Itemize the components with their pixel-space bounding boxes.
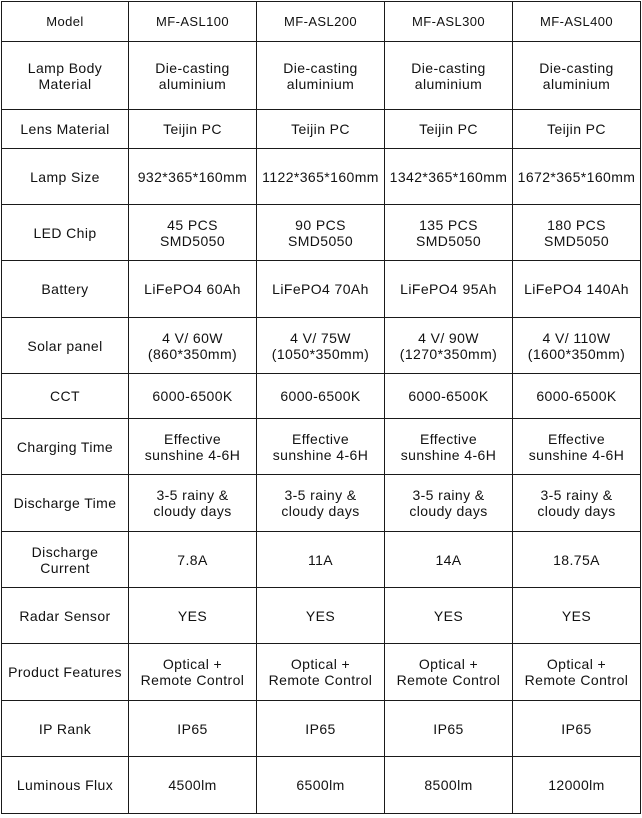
table-cell — [513, 644, 641, 701]
cell-text-line: 6000-6500K — [408, 388, 489, 404]
cell-text-line: sunshine 4-6H — [400, 446, 497, 463]
table-cell — [513, 532, 641, 588]
cell-text-line: Die-casting — [283, 59, 358, 76]
cell-text-line: (860*350mm) — [147, 345, 238, 362]
cell-text-line: 1122*365*160mm — [262, 168, 379, 185]
cell-text-line: Optical + — [546, 656, 607, 672]
cell-text-line: Optical + — [290, 656, 351, 672]
table-cell — [385, 374, 513, 419]
cell-text-line: SMD5050 — [287, 232, 354, 249]
cell-text-line: Lamp Size — [30, 168, 100, 185]
row-label — [2, 701, 129, 757]
table-cell — [513, 757, 641, 814]
table-cell — [513, 475, 641, 532]
cell-text-line: Model — [46, 13, 84, 29]
cell-text-line: LiFePO4 70Ah — [272, 281, 369, 297]
model-header-cell — [257, 2, 385, 42]
cell-text-line: 3-5 rainy & — [412, 487, 485, 503]
row-label — [2, 374, 129, 419]
cell-text-line: Effective — [419, 430, 478, 447]
row-label — [2, 261, 129, 318]
cell-text-line: (1600*350mm) — [527, 345, 626, 362]
cell-text-line: Remote Control — [268, 672, 373, 688]
cell-text-line: Optical + — [162, 656, 223, 672]
cell-text-line: 12000lm — [548, 777, 605, 793]
row-label — [2, 149, 129, 205]
cell-text-line: YES — [305, 607, 336, 624]
spec-table-body — [2, 2, 641, 814]
table-row-discharge-time — [2, 475, 641, 532]
cell-text-line: IP65 — [305, 720, 336, 737]
spec-table — [1, 1, 641, 814]
cell-text-line: LiFePO4 140Ah — [524, 281, 629, 297]
cell-text-line: aluminium — [542, 75, 611, 92]
cell-text-line: 1672*365*160mm — [517, 168, 636, 185]
cell-text-line: aluminium — [414, 75, 483, 92]
row-label — [2, 110, 129, 149]
table-cell — [257, 644, 385, 701]
cell-text-line: Charging Time — [16, 438, 114, 455]
cell-text-line: Teijin PC — [163, 121, 222, 137]
cell-text-line: (1270*350mm) — [399, 345, 498, 362]
table-cell — [257, 318, 385, 374]
table-row-charging-time — [2, 419, 641, 475]
cell-text-line: YES — [177, 607, 208, 624]
cell-text-line: 11A — [307, 551, 334, 568]
cell-text-line: Remote Control — [396, 672, 501, 688]
cell-text-line: Effective — [291, 430, 350, 447]
cell-text-line: 90 PCS — [295, 216, 346, 233]
cell-text-line: 6000-6500K — [536, 388, 617, 404]
cell-text-line: 4500lm — [168, 777, 217, 793]
table-cell — [513, 42, 641, 110]
table-cell — [257, 588, 385, 644]
cell-text-line: Teijin PC — [291, 121, 350, 137]
cell-text-line: sunshine 4-6H — [272, 446, 369, 463]
cell-text-line: sunshine 4-6H — [144, 446, 241, 463]
table-cell — [385, 261, 513, 318]
cell-text-line: Battery — [41, 281, 89, 297]
row-label — [2, 532, 129, 588]
table-cell — [129, 110, 257, 149]
table-row-led-chip — [2, 205, 641, 261]
cell-text-line: Lens Material — [20, 121, 110, 137]
table-cell — [385, 419, 513, 475]
cell-text-line: SMD5050 — [543, 232, 610, 249]
cell-text-line: Effective — [163, 430, 222, 447]
table-cell — [257, 475, 385, 532]
table-row-discharge-current — [2, 532, 641, 588]
table-cell — [513, 149, 641, 205]
cell-text-line: MF-ASL300 — [412, 13, 485, 29]
model-header-cell — [385, 2, 513, 42]
cell-text-line: cloudy days — [537, 503, 616, 519]
table-row-ip-rank — [2, 701, 641, 757]
table-cell — [385, 42, 513, 110]
table-cell — [257, 110, 385, 149]
table-cell — [385, 757, 513, 814]
row-label — [2, 318, 129, 374]
table-cell — [513, 261, 641, 318]
cell-text-line: SMD5050 — [415, 232, 482, 249]
cell-text-line: Discharge Time — [13, 495, 117, 511]
cell-text-line: 6000-6500K — [280, 388, 361, 404]
table-cell — [129, 588, 257, 644]
table-cell — [129, 757, 257, 814]
cell-text-line: Die-casting — [155, 59, 230, 76]
cell-text-line: (1050*350mm) — [271, 345, 370, 362]
cell-text-line: IP Rank — [38, 720, 92, 737]
cell-text-line: LiFePO4 95Ah — [400, 281, 497, 297]
table-cell — [385, 588, 513, 644]
table-cell — [513, 318, 641, 374]
table-cell — [385, 205, 513, 261]
table-cell — [257, 374, 385, 419]
table-cell — [129, 701, 257, 757]
cell-text-line: 4 V/ 110W — [542, 329, 611, 346]
table-cell — [129, 419, 257, 475]
table-cell — [257, 757, 385, 814]
cell-text-line: Remote Control — [524, 672, 629, 688]
table-cell — [257, 261, 385, 318]
cell-text-line: 18.75A — [553, 551, 600, 568]
cell-text-line: Solar panel — [27, 337, 103, 354]
cell-text-line: Current — [40, 559, 90, 576]
cell-text-line: IP65 — [177, 720, 208, 737]
cell-text-line: 4 V/ 90W — [418, 329, 479, 346]
cell-text-line: Product Features — [8, 664, 122, 680]
table-row-product-features — [2, 644, 641, 701]
cell-text-line: Discharge — [31, 543, 99, 560]
table-cell — [257, 42, 385, 110]
cell-text-line: 3-5 rainy & — [284, 487, 357, 503]
table-cell — [513, 374, 641, 419]
cell-text-line: Effective — [547, 430, 606, 447]
table-cell — [513, 701, 641, 757]
table-row-luminous-flux — [2, 757, 641, 814]
cell-text-line: 6000-6500K — [152, 388, 233, 404]
table-cell — [129, 374, 257, 419]
cell-text-line: 6500lm — [296, 777, 345, 793]
table-row-lens-material — [2, 110, 641, 149]
cell-text-line: SMD5050 — [159, 232, 226, 249]
table-row-lamp-body-material — [2, 42, 641, 110]
row-label — [2, 2, 129, 42]
cell-text-line: Die-casting — [411, 59, 486, 76]
table-row-radar-sensor — [2, 588, 641, 644]
table-cell — [385, 701, 513, 757]
cell-text-line: Luminous Flux — [16, 777, 114, 793]
table-cell — [385, 644, 513, 701]
table-cell — [385, 110, 513, 149]
row-label — [2, 205, 129, 261]
cell-text-line: Material — [38, 75, 92, 92]
cell-text-line: cloudy days — [281, 503, 360, 519]
cell-text-line: 932*365*160mm — [137, 168, 248, 185]
cell-text-line: 3-5 rainy & — [156, 487, 229, 503]
cell-text-line: LiFePO4 60Ah — [144, 281, 241, 297]
table-cell — [385, 149, 513, 205]
row-label — [2, 588, 129, 644]
cell-text-line: Radar Sensor — [19, 607, 111, 624]
table-cell — [129, 205, 257, 261]
table-cell — [129, 42, 257, 110]
cell-text-line: Die-casting — [539, 59, 614, 76]
cell-text-line: Teijin PC — [419, 121, 478, 137]
cell-text-line: cloudy days — [409, 503, 488, 519]
table-row-cct — [2, 374, 641, 419]
row-label — [2, 475, 129, 532]
cell-text-line: 4 V/ 60W — [162, 329, 223, 346]
model-header-cell — [513, 2, 641, 42]
cell-text-line: aluminium — [286, 75, 355, 92]
cell-text-line: IP65 — [561, 720, 592, 737]
model-header-cell — [129, 2, 257, 42]
table-cell — [129, 475, 257, 532]
table-row-model — [2, 2, 641, 42]
cell-text-line: 1342*365*160mm — [389, 168, 508, 185]
cell-text-line: aluminium — [158, 75, 227, 92]
cell-text-line: 135 PCS — [419, 216, 478, 233]
cell-text-line: CCT — [50, 388, 80, 404]
cell-text-line: MF-ASL400 — [540, 13, 613, 29]
cell-text-line: LED Chip — [33, 224, 97, 241]
row-label — [2, 42, 129, 110]
cell-text-line: 8500lm — [424, 777, 473, 793]
cell-text-line: Teijin PC — [547, 121, 606, 137]
cell-text-line: 14A — [435, 551, 462, 568]
cell-text-line: 4 V/ 75W — [290, 329, 351, 346]
table-cell — [513, 110, 641, 149]
table-cell — [129, 532, 257, 588]
table-cell — [129, 261, 257, 318]
table-cell — [257, 532, 385, 588]
cell-text-line: MF-ASL100 — [156, 13, 229, 29]
cell-text-line: MF-ASL200 — [284, 13, 357, 29]
table-cell — [129, 644, 257, 701]
table-cell — [129, 149, 257, 205]
cell-text-line: Optical + — [418, 656, 479, 672]
cell-text-line: YES — [433, 607, 464, 624]
table-cell — [257, 205, 385, 261]
row-label — [2, 419, 129, 475]
table-cell — [513, 205, 641, 261]
cell-text-line: cloudy days — [153, 503, 232, 519]
table-row-solar-panel — [2, 318, 641, 374]
cell-text-line: 45 PCS — [167, 216, 218, 233]
table-cell — [385, 475, 513, 532]
table-row-lamp-size — [2, 149, 641, 205]
table-cell — [257, 149, 385, 205]
row-label — [2, 644, 129, 701]
table-cell — [257, 419, 385, 475]
table-cell — [513, 588, 641, 644]
table-cell — [385, 532, 513, 588]
cell-text-line: Remote Control — [140, 672, 245, 688]
cell-text-line: sunshine 4-6H — [528, 446, 625, 463]
cell-text-line: IP65 — [433, 720, 464, 737]
row-label — [2, 757, 129, 814]
table-cell — [129, 318, 257, 374]
cell-text-line: 180 PCS — [547, 216, 606, 233]
table-row-battery — [2, 261, 641, 318]
table-cell — [257, 701, 385, 757]
cell-text-line: 3-5 rainy & — [540, 487, 613, 503]
table-cell — [513, 419, 641, 475]
cell-text-line: 7.8A — [177, 551, 208, 568]
table-cell — [385, 318, 513, 374]
cell-text-line: Lamp Body — [27, 59, 103, 76]
cell-text-line: YES — [561, 607, 592, 624]
